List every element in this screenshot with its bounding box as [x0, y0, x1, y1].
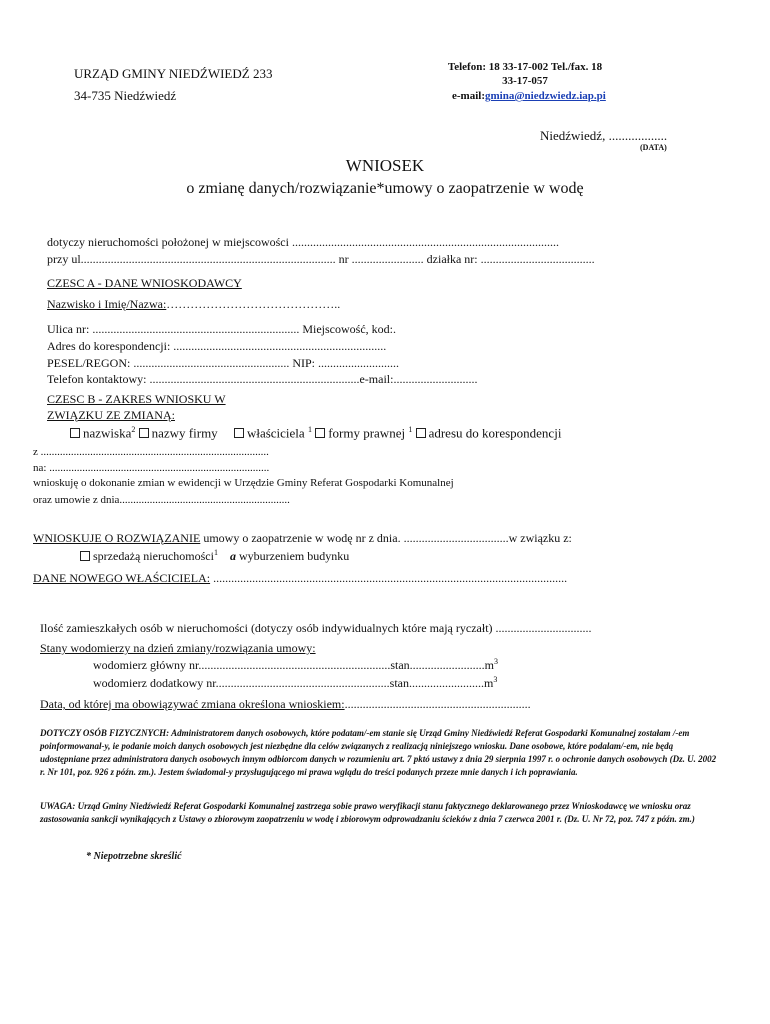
data-protection-notice: DOTYCZY OSÓB FIZYCZNYCH: Administratorem danych osobowych, które podatam/-em stanie się Urząd Gminy Niedźwiedź Referat Gospodarki Komunalnej zostałam /-em poinformowanal-y, ie podanie moich danych osobowych jest niezbędne dla celów związanych z realizacją niniejszego wniosku. Dane osobowe, które podalam/-em, nie będą udostępniane przez administratora danych osobowych innym odbiorcom danych w rozumieniu art. 7 pktó ustawy z dnia 29 sierpnia 1997 r. o ochronie danych osobowych (Dz. U. 2002 r. Nr 101, poz. 926 z późn. zm.). Jestem świadomal-y przysługującego mi prawa wglądu do treści podanych przeze mnie danych i ich poprawiania. — [40, 728, 717, 777]
street-field: Ulica nr: ..................................................................... Miejscowość, kod:. — [47, 322, 396, 336]
verification-warning: UWAGA: Urząd Gminy Niedźwiedź Referat Gospodarki Komunalnej zastrzega sobie prawo weryfikacji stanu faktycznego deklarowanego przez Wnioskodawcę we wniosku oraz zastosowania sankcji wynikających z Ustawy o zbiorowym zaopatrzeniu w wodę i zbiorowym odprowadzaniu ścieków z dnia 7 czerwca 2001 r. (Dz. U. Nr 72, poz. 747 z późn. zm.) — [40, 801, 695, 824]
document-title: WNIOSEK — [345, 156, 425, 175]
additional-meter-field — [93, 675, 497, 691]
office-address: 34-735 Niedźwiedź — [74, 88, 177, 103]
checkbox-company[interactable] — [139, 428, 149, 438]
checkbox-owner[interactable] — [234, 428, 244, 438]
main-meter-unit-sup: 3 — [493, 657, 498, 666]
demolition-mark: a — [229, 549, 236, 563]
reason-sale: sprzedażą nieruchomości — [93, 549, 214, 563]
legal-form-footnote-mark: 1 — [408, 425, 413, 434]
email-link[interactable]: gmina@niedzwiedz.iap.pi — [484, 90, 606, 102]
option-address: adresu do korespondencji — [428, 425, 562, 441]
option-company: nazwy firmy — [151, 425, 218, 441]
option-surname: nazwiska — [83, 425, 132, 441]
meters-heading: Stany wodomierzy na dzień zmiany/rozwiązania umowy: — [40, 641, 316, 655]
pesel-nip-field: PESEL/REGON: .................................................... NIP: ........................... — [47, 356, 400, 370]
date-caption: (DATA) — [640, 143, 667, 152]
section-b-heading-line2: ZWIĄZKU ZE ZMIANĄ: — [47, 408, 175, 422]
correspondence-address-field: Adres do korespondencji: ....................................................................... — [47, 339, 387, 353]
checkbox-surname[interactable] — [70, 428, 80, 438]
applicant-name-dots: …………………………………….. — [166, 297, 341, 311]
contract-date-field: oraz umowie z dnia.............................................................. — [33, 494, 290, 506]
checkbox-address[interactable] — [416, 428, 426, 438]
office-name: URZĄD GMINY NIEDŹWIEDŹ 233 — [74, 66, 273, 81]
checkbox-legal-form[interactable] — [315, 428, 325, 438]
termination-text: umowy o zaopatrzenie w wodę nr z dnia. ...................................w związku z: — [200, 531, 572, 545]
checkbox-sale[interactable] — [80, 551, 90, 561]
reason-demolition: wyburzeniem budynku — [238, 549, 350, 563]
option-legal-form: formy prawnej — [328, 425, 406, 441]
contact-phone: Telefon: 18 33-17-002 Tel./fax. 18 — [447, 61, 603, 73]
place-date-field: Niedźwiedź, .................. — [540, 128, 668, 143]
phone-email-field: Telefon kontaktowy: ......................................................................e-mail:............................ — [47, 372, 478, 386]
email-label: e-mail: — [452, 90, 485, 102]
termination-request — [33, 531, 572, 546]
effective-date-label: Data, od której ma obowiązywać zmiana określona wnioskiem: — [40, 697, 345, 711]
change-from-field: z ................................................................................... — [33, 446, 269, 458]
option-owner: właściciela — [246, 425, 305, 441]
change-request-text: wnioskuję o dokonanie zmian w ewidencji w Urzędzie Gminy Referat Gospodarki Komunalnej — [33, 477, 454, 489]
additional-meter-text: wodomierz dodatkowy nr..........................................................stan.........................m — [93, 676, 494, 690]
applicant-name-field — [47, 297, 340, 312]
property-street: przy ul..................................................................................... nr ........................ działka nr: ...................................... — [47, 252, 595, 266]
new-owner-dots: ...................................................................................................................... — [210, 571, 568, 585]
contact-email — [452, 90, 606, 102]
residents-count-field: Ilość zamieszkałych osób w nieruchomości (dotyczy osób indywidualnych które mają ryczałt) ................................ — [40, 621, 592, 635]
contact-fax: 33-17-057 — [502, 75, 548, 87]
termination-label: WNIOSKUJE O ROZWIĄZANIE — [33, 531, 201, 545]
new-owner-label: DANE NOWEGO WŁAŚCICIELA: — [33, 571, 211, 585]
property-location: dotyczy nieruchomości położonej w miejscowości ......................................................................................... — [47, 235, 559, 249]
change-options — [70, 425, 561, 441]
effective-date-field — [40, 697, 531, 712]
document-subtitle: o zmianę danych/rozwiązanie*umowy o zaopatrzenie w wodę — [186, 180, 584, 197]
new-owner-field — [33, 571, 567, 586]
effective-date-dots: .............................................................. — [344, 697, 531, 711]
footnote-strike: * Niepotrzebne skreślić — [86, 851, 182, 862]
applicant-name-label: Nazwisko i Imię/Nazwa: — [47, 297, 167, 311]
surname-footnote-mark: 2 — [131, 425, 136, 434]
main-meter-field — [93, 657, 498, 673]
change-to-field: na: ................................................................................ — [33, 462, 270, 474]
main-meter-text: wodomierz główny nr................................................................stan.........................m — [93, 658, 494, 672]
owner-footnote-mark: 1 — [307, 425, 312, 434]
section-b-heading-line1: CZESC B - ZAKRES WNIOSKU W — [47, 392, 226, 406]
additional-meter-unit-sup: 3 — [493, 675, 498, 684]
sale-footnote-mark: 1 — [213, 548, 218, 557]
termination-reasons — [80, 548, 349, 564]
section-a-heading: CZESC A - DANE WNIOSKODAWCY — [47, 276, 242, 290]
